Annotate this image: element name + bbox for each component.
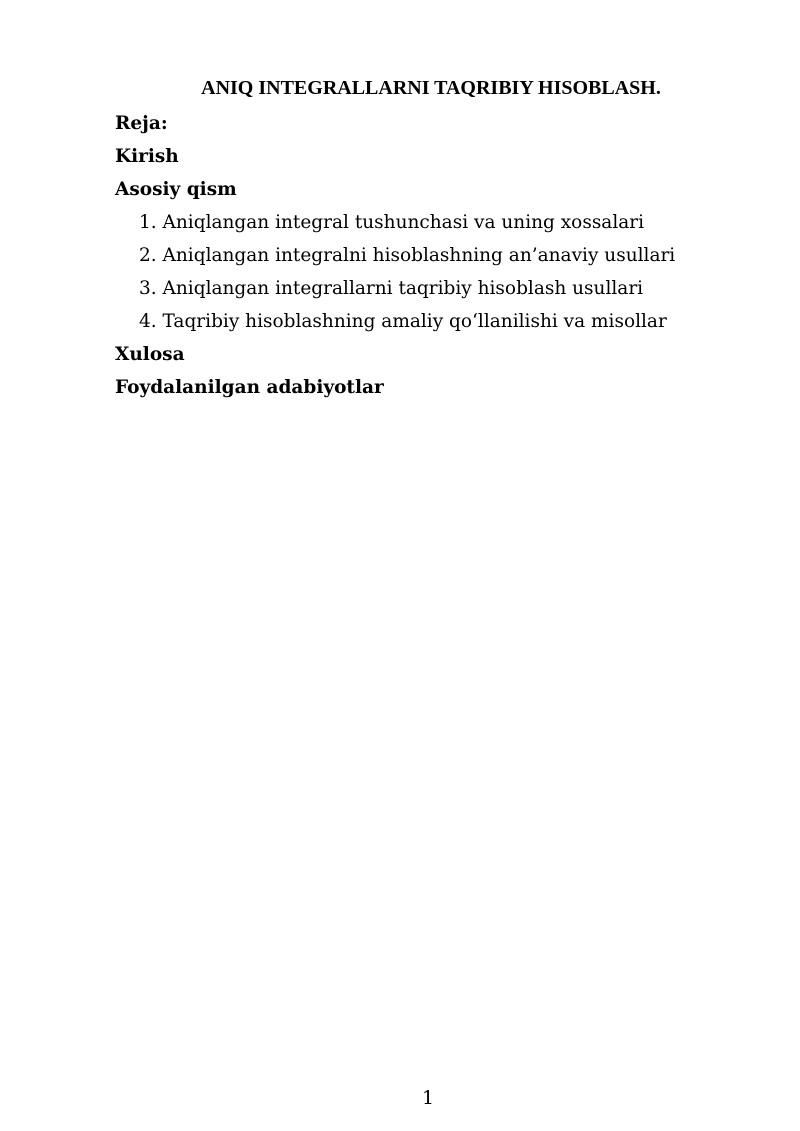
plan-label: Reja: (115, 113, 168, 134)
page-number: 1 (421, 1087, 435, 1109)
list-item: 3. Aniqlangan integrallarni taqribiy hisoblash usullari (139, 278, 644, 299)
main-part-list (115, 206, 735, 338)
table-of-contents (115, 107, 735, 404)
intro-heading: Kirish (115, 146, 179, 167)
main-part-heading: Asosiy qism (115, 179, 237, 200)
list-item: 4. Taqribiy hisoblashning amaliy qo‘llanilishi va misollar (139, 311, 667, 332)
list-item: 2. Aniqlangan integralni hisoblashning an’anaviy usullari (139, 245, 676, 266)
list-item: 1. Aniqlangan integral tushunchasi va uning xossalari (139, 212, 645, 233)
conclusion-heading: Xulosa (115, 344, 185, 365)
document-title: ANIQ INTEGRALLARNI TAQRIBIY HISOBLASH. (201, 77, 661, 99)
references-heading: Foydalanilgan adabiyotlar (115, 377, 384, 398)
